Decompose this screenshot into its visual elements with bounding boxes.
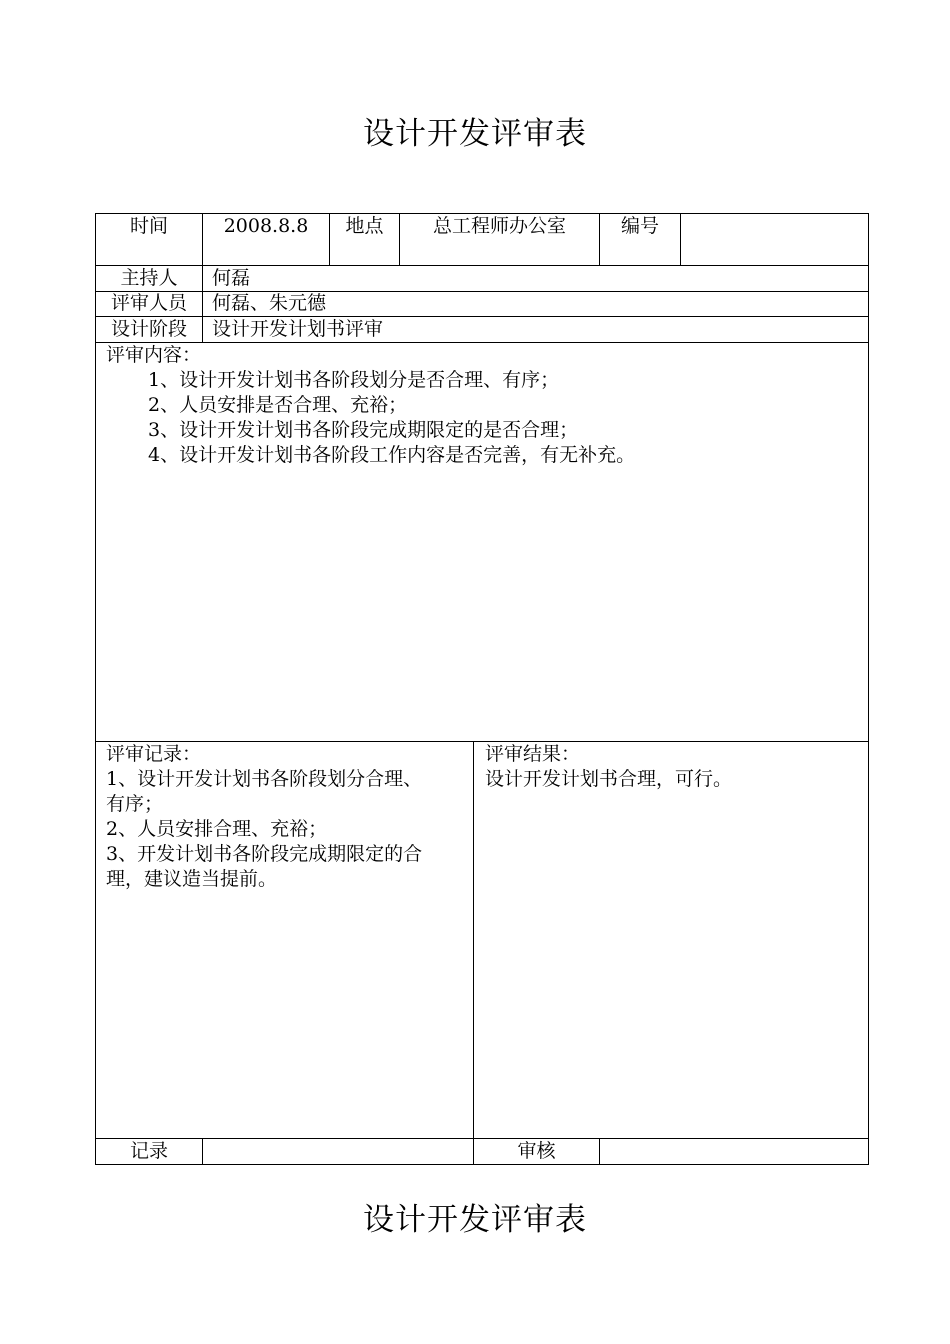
column-divider <box>680 213 681 265</box>
reviewers-value: 何磊、朱元德 <box>212 292 327 314</box>
review-content-item: 4、设计开发计划书各阶段工作内容是否完善，有无补充。 <box>148 444 636 466</box>
review-record-line: 2、人员安排合理、充裕； <box>106 818 328 840</box>
auditor-label: 审核 <box>517 1140 556 1162</box>
review-record-line: 有序； <box>106 793 164 815</box>
column-divider <box>473 741 474 1165</box>
stage-label: 设计阶段 <box>110 318 187 340</box>
column-divider <box>599 1138 600 1165</box>
time-label: 时间 <box>129 215 168 237</box>
review-result-label: 评审结果： <box>485 743 581 765</box>
review-content-item: 1、设计开发计划书各阶段划分是否合理、有序； <box>148 369 560 391</box>
stage-value: 设计开发计划书评审 <box>212 318 384 340</box>
review-record-text <box>106 767 468 892</box>
host-value: 何磊 <box>212 267 251 289</box>
review-content-item: 3、设计开发计划书各阶段完成期限定的是否合理； <box>148 419 579 441</box>
review-content-item: 2、人员安排是否合理、充裕； <box>148 394 408 416</box>
reviewers-label: 评审人员 <box>110 292 187 314</box>
document-title-repeat: 设计开发评审表 <box>363 1202 587 1238</box>
row-divider <box>95 741 869 742</box>
time-value: 2008.8.8 <box>223 215 309 237</box>
review-record-line: 1、设计开发计划书各阶段划分合理、 <box>106 768 423 790</box>
review-record-line: 理，建议造当提前。 <box>106 868 278 890</box>
review-record-label: 评审记录： <box>106 743 202 765</box>
review-record-line: 3、开发计划书各阶段完成期限定的合 <box>106 843 423 865</box>
table-border-left <box>95 213 96 1165</box>
review-content-label: 评审内容： <box>106 344 202 366</box>
host-label: 主持人 <box>120 267 178 289</box>
place-label: 地点 <box>345 215 384 237</box>
recorder-label: 记录 <box>129 1140 168 1162</box>
document-title: 设计开发评审表 <box>363 116 587 152</box>
table-border-right <box>868 213 869 1165</box>
row-divider <box>95 342 869 343</box>
review-form-table <box>95 213 869 1165</box>
review-result-text: 设计开发计划书合理，可行。 <box>485 768 733 790</box>
table-border-bottom <box>95 1164 869 1165</box>
column-divider <box>202 1138 203 1165</box>
number-label: 编号 <box>620 215 659 237</box>
place-value: 总工程师办公室 <box>432 215 566 237</box>
